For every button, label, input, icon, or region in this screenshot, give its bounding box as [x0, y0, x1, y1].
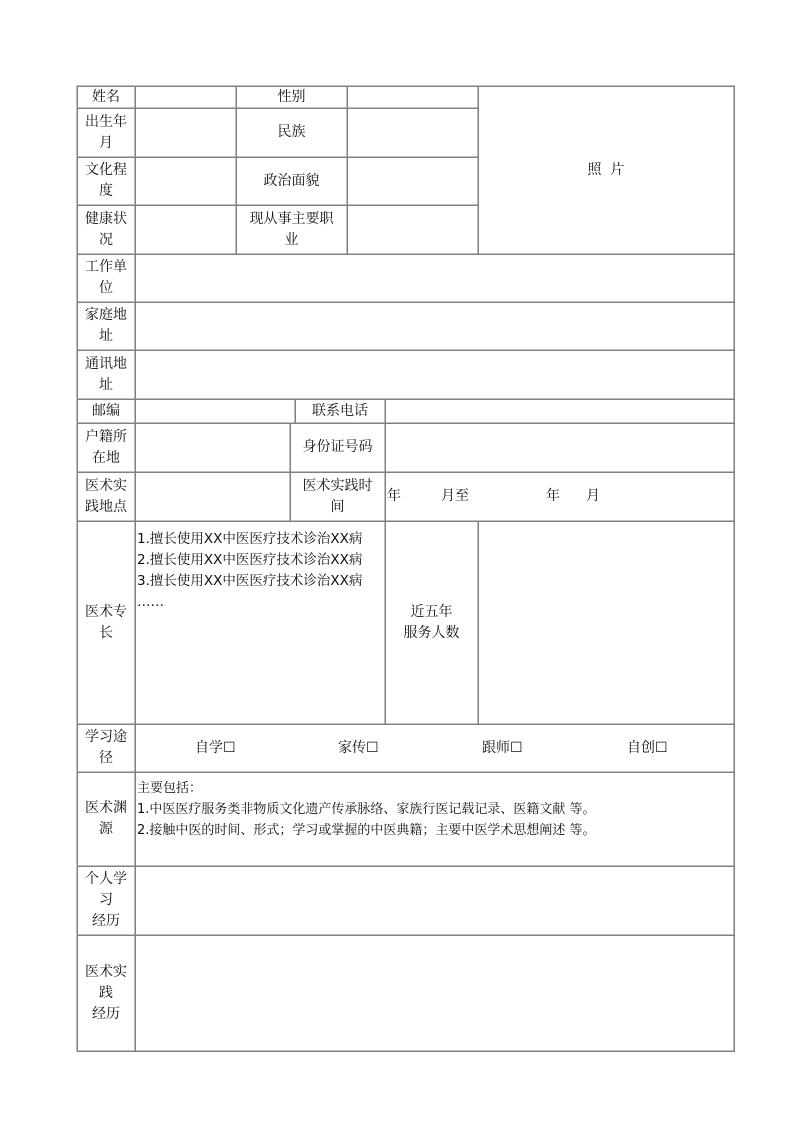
gender-label: 性别	[277, 88, 306, 105]
practice-experience-field[interactable]	[135, 935, 734, 1051]
origin-field[interactable]	[135, 772, 734, 866]
specialty-item: 1.擅长使用XX中医医疗技术诊治XX病	[137, 531, 363, 547]
work-unit-field[interactable]	[135, 254, 734, 302]
specialty-item: 3.擅长使用XX中医医疗技术诊治XX病	[137, 573, 363, 589]
specialty-item: 2.擅长使用XX中医医疗技术诊治XX病	[137, 552, 363, 568]
specialty-item: ……	[137, 594, 164, 610]
learning-option-self[interactable]: 自学☐	[195, 739, 236, 756]
learning-option-original[interactable]: 自创☐	[627, 739, 668, 756]
occupation-label: 现从事主要职 业	[249, 210, 334, 248]
hukou-label: 户籍所 在地	[85, 428, 127, 466]
ethnicity-field[interactable]	[347, 108, 478, 157]
learning-label: 学习途 径	[85, 729, 127, 766]
id-field[interactable]	[385, 423, 734, 472]
practice-time-year1: 年	[387, 488, 401, 504]
education-field[interactable]	[135, 157, 236, 205]
mail-address-label: 通讯地 址	[85, 355, 127, 393]
id-label: 身份证号码	[302, 439, 373, 455]
education-label: 文化程 度	[85, 162, 127, 199]
political-label: 政治面貌	[263, 172, 320, 189]
work-unit-label: 工作单 位	[85, 259, 127, 296]
mail-address-field[interactable]	[135, 350, 734, 399]
practice-time-month-to: 月至	[441, 488, 469, 504]
home-address-field[interactable]	[135, 302, 734, 350]
political-field[interactable]	[347, 157, 478, 205]
health-field[interactable]	[135, 205, 236, 254]
postcode-label: 邮编	[92, 402, 120, 419]
practice-experience-label: 医术实 践 经历	[85, 963, 127, 1022]
gender-field[interactable]	[347, 86, 478, 108]
study-label: 个人学 习 经历	[85, 871, 127, 929]
phone-field[interactable]	[385, 399, 734, 423]
specialty-label: 医术专 长	[85, 603, 127, 641]
ethnicity-label: 民族	[277, 124, 306, 140]
practice-time-field[interactable]	[385, 472, 734, 521]
origin-label: 医术渊 源	[85, 800, 127, 837]
postcode-field[interactable]	[135, 399, 295, 423]
home-address-label: 家庭地 址	[85, 307, 127, 344]
practice-time-label: 医术实践时 间	[302, 477, 373, 515]
photo-box[interactable]: 照 片	[587, 162, 625, 178]
health-label: 健康状 况	[85, 210, 127, 248]
origin-line: 主要包括：	[137, 781, 203, 796]
origin-line: 2.接触中医的时间、形式；学习或掌握的中医典籍；主要中医学术思想阐述 等。	[137, 823, 596, 838]
birth-label: 出生年 月	[85, 113, 127, 151]
practice-time-year2: 年	[546, 488, 560, 504]
occupation-field[interactable]	[347, 205, 478, 254]
hukou-field[interactable]	[135, 423, 290, 472]
name-field[interactable]	[135, 86, 236, 108]
specialty-field[interactable]	[135, 521, 385, 724]
name-label: 姓名	[92, 88, 120, 105]
learning-option-family[interactable]: 家传☐	[338, 739, 379, 756]
birth-field[interactable]	[135, 108, 236, 157]
learning-option-mentor[interactable]: 跟师☐	[482, 739, 523, 756]
practice-place-field[interactable]	[135, 472, 290, 521]
service-count-label: 近五年 服务人数	[403, 603, 460, 641]
service-count-field[interactable]	[478, 521, 734, 724]
origin-line: 1.中医医疗服务类非物质文化遗产传承脉络、家族行医记载记录、医籍文献 等。	[137, 802, 596, 817]
learning-options	[135, 724, 734, 772]
practice-place-label: 医术实 践地点	[85, 477, 127, 515]
practice-time-month2: 月	[586, 488, 600, 504]
phone-label: 联系电话	[312, 402, 368, 419]
study-field[interactable]	[135, 866, 734, 935]
